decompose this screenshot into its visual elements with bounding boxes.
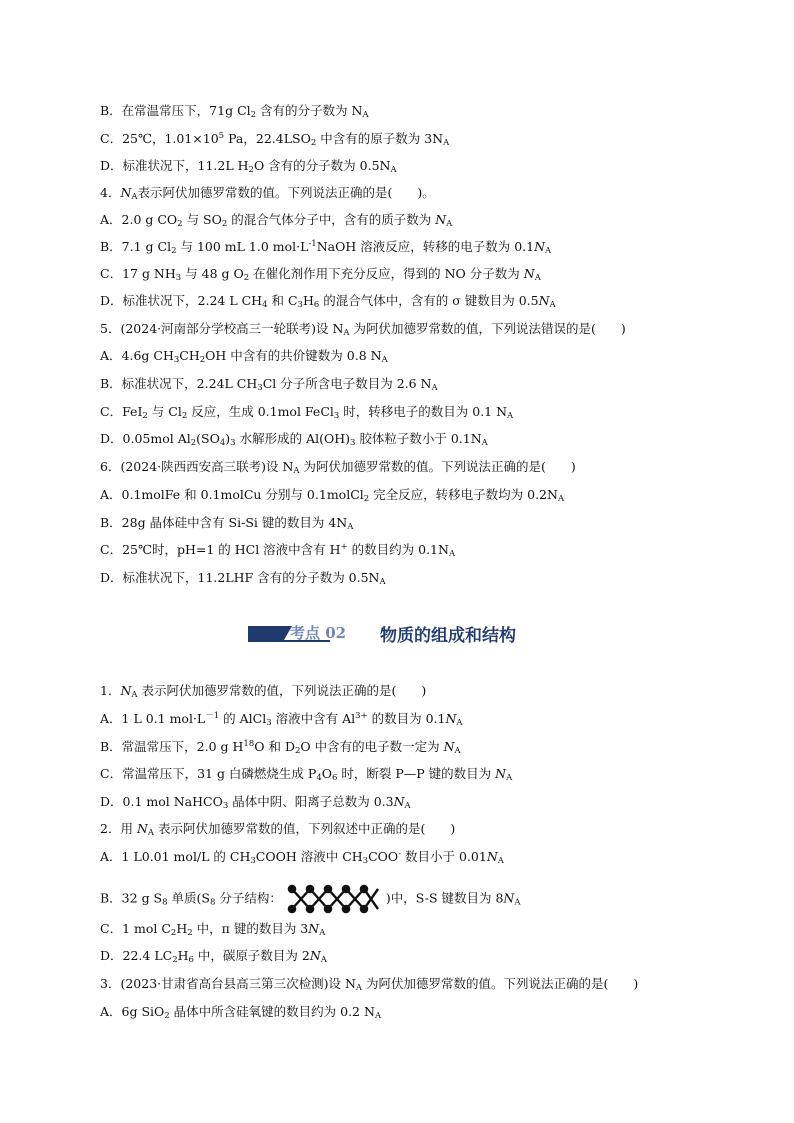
question-line-s1b: B．常温常压下，2.0 g $H^{18}O$ 和 $D_2O$ 中含有的电子数一定为 $N_A$ [100,739,461,756]
question-line-q5: 5．(2024·河南部分学校高三一轮联考)设 $N_A$ 为阿伏加德罗常数的值，下列说法错误的是( ) [100,321,626,338]
question-line-s1: 1．$N_A$ 表示阿伏加德罗常数的值，下列说法正确的是( ) [100,683,427,700]
question-line-s2b: B．32 g $S_8$ 单质($S_8$ 分子结构： )中，S-S 键数目为 $8N_A$ [100,884,720,914]
question-line-s1c: C．常温常压下，31 g 白磷燃烧生成 $P_4O_6$ 时，断裂 P—P 键的数目为 $N_A$ [100,766,513,783]
section-label: 考点 02 [290,624,347,642]
question-line-b3d: D．标准状况下，11.2L $H_2O$ 含有的分子数为 $0.5N_A$ [100,158,397,175]
question-line-s2: 2．用 $N_A$ 表示阿伏加德罗常数的值，下列叙述中正确的是( ) [100,821,456,838]
question-line-s3: 3．(2023·甘肃省高台县高三第三次检测)设 $N_A$ 为阿伏加德罗常数的值。下列说法正确的是( ) [100,976,639,993]
question-line-q5b: B．标准状况下，2.24L $CH_3Cl$ 分子所含电子数目为 2.6 $N_A$ [100,376,438,393]
question-line-q5d: D．0.05mol $Al_2(SO_4)_3$ 水解形成的 $Al(OH)_3$ 胶体粒子数小于 $0.1N_A$ [100,431,488,448]
question-line-q6c: C．25℃时，pH=1 的 HCl 溶液中含有 H+ 的数目约为 $0.1N_A$ [100,542,456,559]
question-line-s1d: D．0.1 mol NaHCO$_3$ 晶体中阴、阳离子总数为 $0.3N_A$ [100,794,411,811]
question-line-q4b: B．7.1 g $Cl_2$ 与 100 mL 1.0 $mol\cdot L^{-1}NaOH$ 溶液反应，转移的电子数为 $0.1N_A$ [100,239,552,256]
s2b-mid2: 分子结构： [215,890,282,906]
question-line-q4a: A．2.0 g $CO_2$ 与 $SO_2$ 的混合气体分子中，含有的质子数为 $N_A$ [100,212,453,229]
question-line-b3b: B．在常温常压下，71g $Cl_2$ 含有的分子数为 $N_A$ [100,103,369,120]
question-line-q4: 4．$N_A$表示阿伏加德罗常数的值。下列说法正确的是( )。 [100,185,435,202]
question-line-q6a: A．0.1molFe 和 0.1molCu 分别与 0.1molCl$_2$ 完全反应，转移电子数均为 $0.2N_A$ [100,487,565,504]
s2b-prefix: B．32 g S [100,890,163,906]
question-line-q4c: C．17 g $NH_3$ 与 48 g $O_2$ 在催化剂作用下充分反应，得到的 NO 分子数为 $N_A$ [100,266,541,283]
s2b-mid: 单质(S [167,890,210,906]
question-line-s2c: C．1 mol $C_2H_2$ 中，π 键的数目为 $3N_A$ [100,921,326,938]
question-line-b3c: C．25℃，$1.01\times 10^5$ Pa，$22.4LSO_2$ 中含有的原子数为 $3N_A$ [100,131,450,148]
section-header [248,622,578,646]
question-line-q5c: C．FeI$_2$ 与 $Cl_2$ 反应，生成 0.1mol FeCl$_3$ 时，转移电子的数目为 0.1 $N_A$ [100,404,514,421]
question-line-s1a: A．1 L 0.1 $mol\cdot L^{-1}$ 的 AlCl$_3$ 溶液中含有 $Al^{3+}$ 的数目为 $0.1N_A$ [100,711,463,728]
section-title: 物质的组成和结构 [380,626,516,646]
section-bar-decoration [248,626,284,640]
question-line-s3a: A．6g SiO$_2$ 晶体中所含硅氧键的数目约为 0.2 $N_A$ [100,1004,382,1021]
question-line-q6b: B．28g 晶体硅中含有 Si-Si 键的数目为 $4N_A$ [100,515,354,532]
s8-crown-structure-diagram [286,884,382,914]
s2b-suffix: )中，S-S 键数目为 8 [385,890,504,906]
question-line-s2a: A．1 L0.01 mol/L 的 $CH_3COOH$ 溶液中 $CH_3COO^-$ 数目小于 $0.01N_A$ [100,849,504,866]
question-line-q6: 6．(2024·陕西西安高三联考)设 $N_A$ 为阿伏加德罗常数的值。下列说法正确的是( ) [100,459,576,476]
question-line-q4d: D．标准状况下，2.24 L $CH_4$ 和 $C_3H_6$ 的混合气体中，含有的 σ 键数目为 $0.5N_A$ [100,293,556,310]
question-line-q5a: A．4.6g $CH_3CH_2OH$ 中含有的共价键数为 0.8 $N_A$ [100,348,388,365]
question-line-s2d: D．22.4 $LC_2H_6$ 中，碳原子数目为 $2N_A$ [100,948,327,965]
question-line-q6d: D．标准状况下，11.2LHF 含有的分子数为 $0.5N_A$ [100,570,386,587]
